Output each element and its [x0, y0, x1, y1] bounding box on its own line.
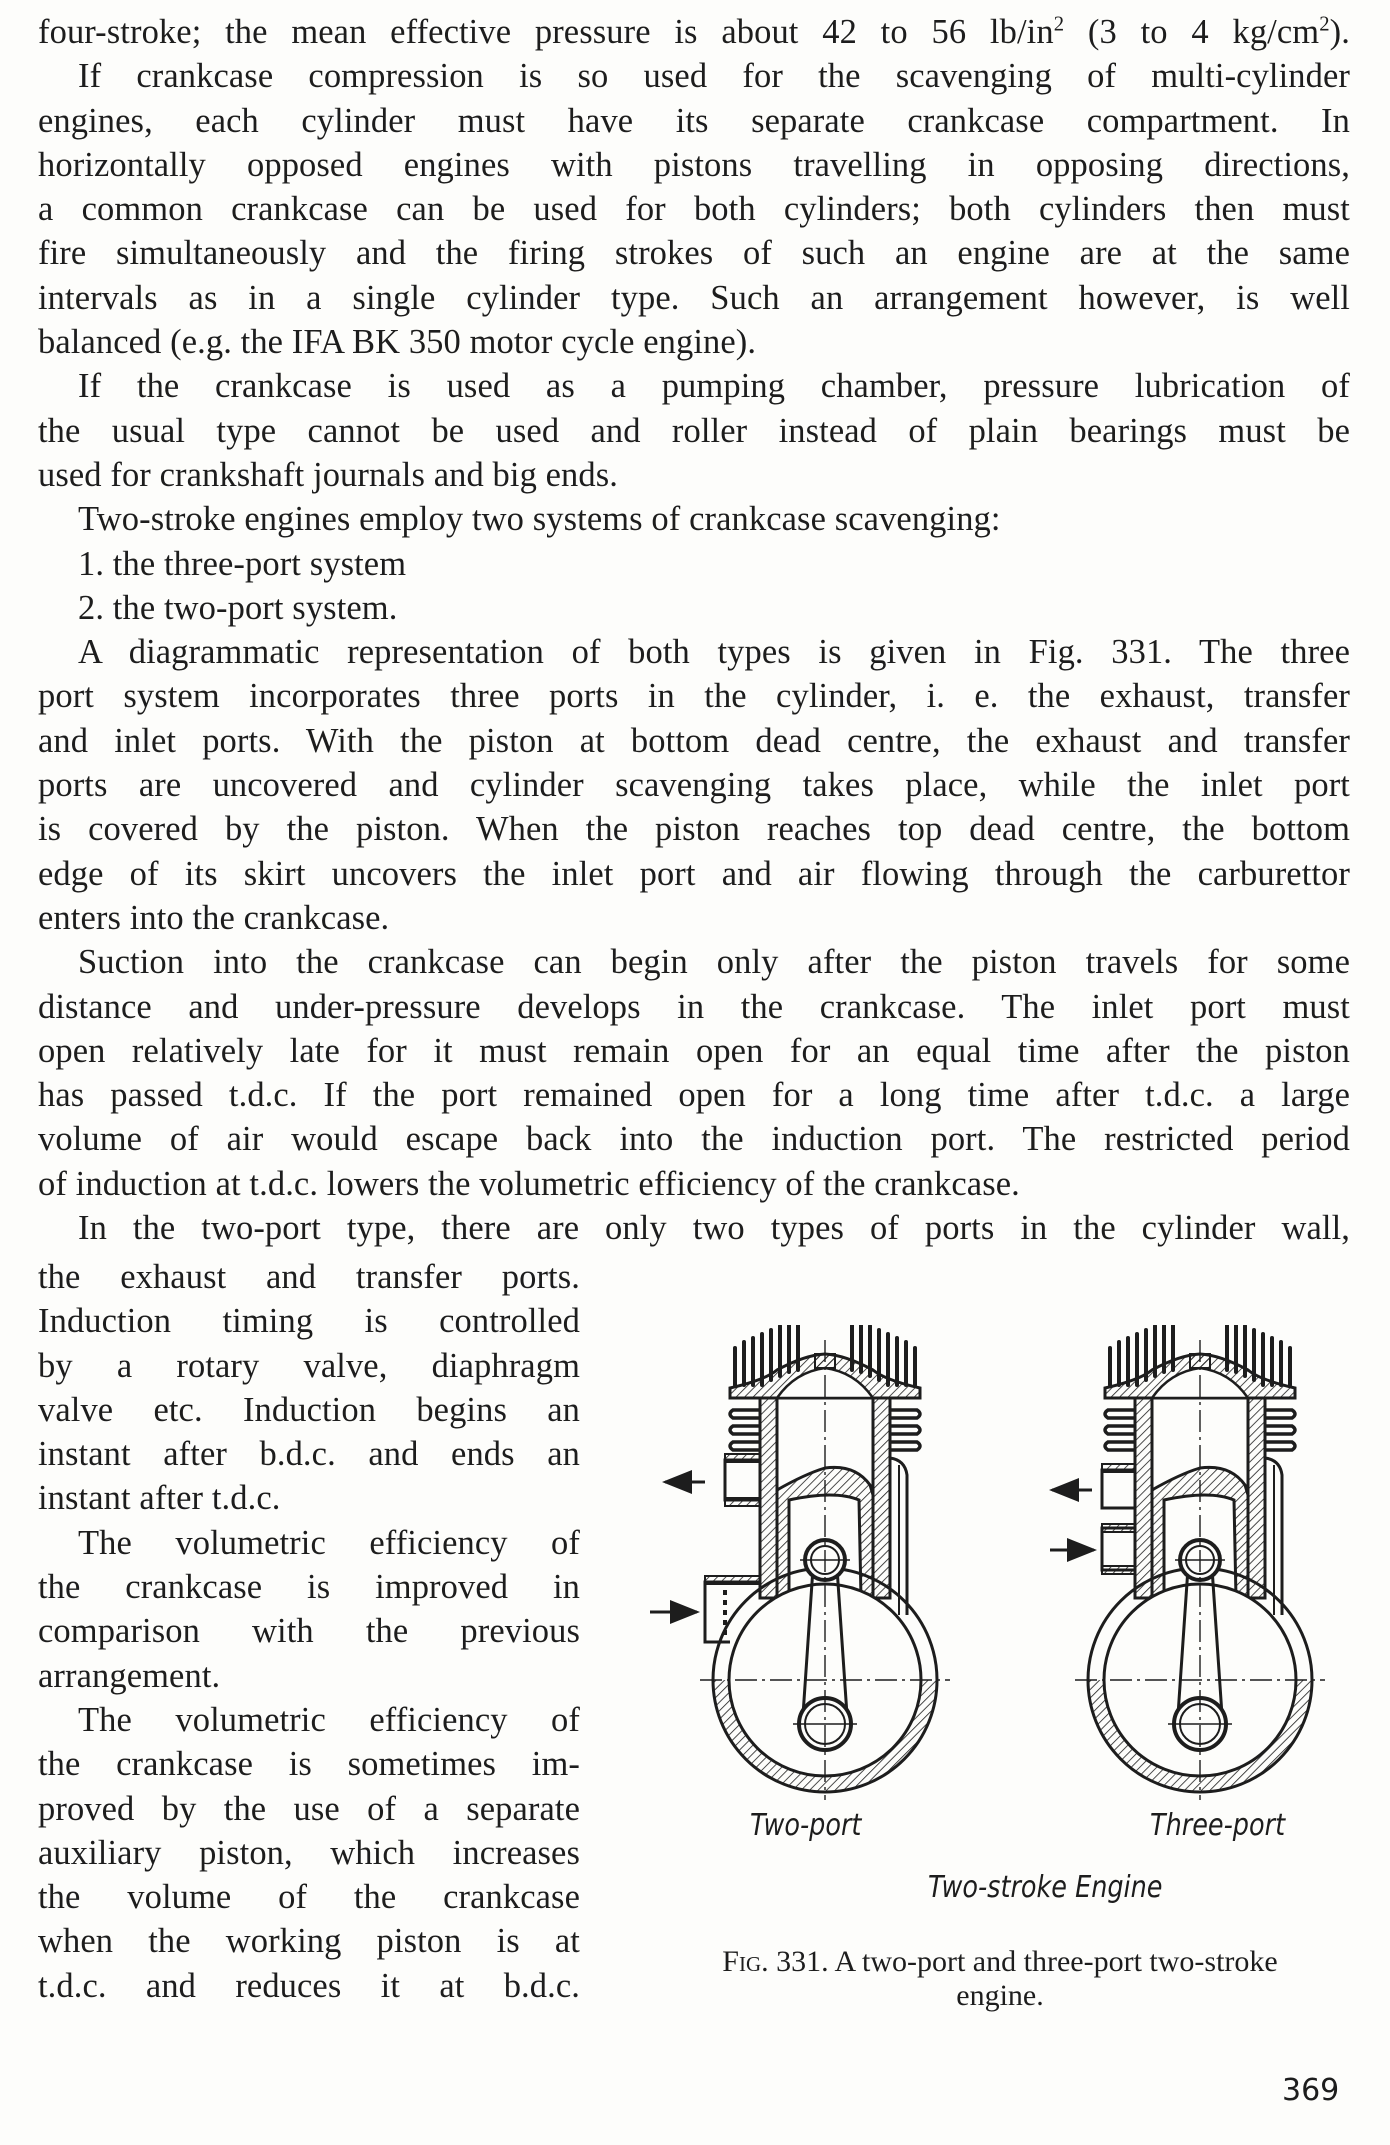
- text-line: Suction into the crankcase can begin only after the piston travels for some: [78, 943, 1350, 982]
- text-line: t.d.c. and reduces it at b.d.c.: [38, 1966, 580, 2005]
- text-line: instant after b.d.c. and ends an: [38, 1435, 580, 1474]
- text-line: used for crankshaft journals and big ends.: [38, 455, 619, 494]
- text-line: balanced (e.g. the IFA BK 350 motor cycle engine).: [38, 323, 757, 362]
- text-line: horizontally opposed engines with pistons travelling in opposing directions,: [38, 145, 1350, 184]
- text-line: the usual type cannot be used and roller instead of plain bearings must be: [38, 411, 1350, 450]
- text-line: engines, each cylinder must have its separate crankcase compartment. In: [38, 101, 1350, 140]
- label-three-port: Three-port: [1150, 1808, 1286, 1843]
- text-line: instant after t.d.c.: [38, 1479, 281, 1518]
- text-line: has passed t.d.c. If the port remained open for a long time after t.d.c. a large: [38, 1076, 1350, 1115]
- text-line: intervals as in a single cylinder type. Such an arrangement however, is well: [38, 278, 1350, 317]
- label-two-port: Two-port: [750, 1808, 862, 1843]
- text-line: the volume of the crankcase: [38, 1878, 580, 1917]
- text-line: when the working piston is at: [38, 1922, 580, 1961]
- text-line: by a rotary valve, diaphragm: [38, 1346, 580, 1385]
- text-line: If the crankcase is used as a pumping chamber, pressure lubrication of: [78, 367, 1350, 406]
- text-line: proved by the use of a separate: [38, 1789, 580, 1828]
- list-item: 2. the two-port system.: [78, 588, 398, 627]
- text-line: ports are uncovered and cylinder scavenging takes place, while the inlet port: [38, 766, 1350, 805]
- text-line: a common crankcase can be used for both cylinders; both cylinders then must: [38, 190, 1350, 229]
- text-line: fire simultaneously and the firing strokes of such an engine are at the same: [38, 234, 1350, 273]
- text-line: the crankcase is improved in: [38, 1568, 580, 1607]
- full-width-text: [38, 10, 1350, 1250]
- text-line: of induction at t.d.c. lowers the volumetric efficiency of the crankcase.: [38, 1164, 1020, 1203]
- text-line: In the two-port type, there are only two types of ports in the cylinder wall,: [78, 1209, 1350, 1248]
- text-line: Induction timing is controlled: [38, 1302, 580, 1341]
- list-item: 1. the three-port system: [78, 544, 407, 583]
- text-line-0: four-stroke; the mean effective pressure is about 42 to 56 $lb/in^2$ (3 to 4 $kg/cm^2$).: [38, 13, 1350, 51]
- text-line: The volumetric efficiency of: [78, 1700, 580, 1739]
- figure-331: [640, 1325, 1380, 1975]
- text-line: arrangement.: [38, 1656, 221, 1695]
- text-line: Two-stroke engines employ two systems of crankcase scavenging:: [78, 500, 1001, 539]
- text-line: valve etc. Induction begins an: [38, 1390, 580, 1429]
- three-port-engine-diagram: [1050, 1325, 1325, 1800]
- text-line: distance and under-pressure develops in the crankcase. The inlet port must: [38, 987, 1350, 1026]
- text-line: A diagrammatic representation of both types is given in Fig. 331. The three: [78, 633, 1350, 672]
- text-line: open relatively late for it must remain open for an equal time after the piston: [38, 1031, 1350, 1070]
- text-line: volume of air would escape back into the induction port. The restricted period: [38, 1120, 1350, 1159]
- text-line: comparison with the previous: [38, 1612, 580, 1651]
- figure-caption: [630, 1945, 1370, 2013]
- text-line: enters into the crankcase.: [38, 898, 390, 937]
- engine-diagrams: [640, 1325, 1380, 1945]
- text-line: auxiliary piston, which increases: [38, 1833, 580, 1872]
- text-line: the exhaust and transfer ports.: [38, 1258, 580, 1296]
- text-line: port system incorporates three ports in the cylinder, i. e. the exhaust, transfer: [38, 677, 1350, 716]
- text-line: is covered by the piston. When the piston reaches top dead centre, the bottom: [38, 810, 1350, 849]
- two-port-engine-diagram: [650, 1325, 950, 1800]
- caption-line-1: Fig. 331. A two-port and three-port two-stroke: [722, 1945, 1278, 1978]
- text-line: edge of its skirt uncovers the inlet port and air flowing through the carburettor: [38, 854, 1350, 893]
- text-line: and inlet ports. With the piston at bottom dead centre, the exhaust and transfer: [38, 721, 1350, 760]
- text-line: the crankcase is sometimes im-: [38, 1745, 580, 1784]
- page-number: 369: [1282, 2073, 1340, 2108]
- text-line: If crankcase compression is so used for the scavenging of multi-cylinder: [78, 57, 1350, 96]
- narrow-column-text: [38, 1255, 580, 2008]
- caption-line-2: engine.: [956, 1979, 1044, 2012]
- label-two-stroke-engine: Two-stroke Engine: [928, 1870, 1163, 1905]
- text-line: The volumetric efficiency of: [78, 1523, 580, 1562]
